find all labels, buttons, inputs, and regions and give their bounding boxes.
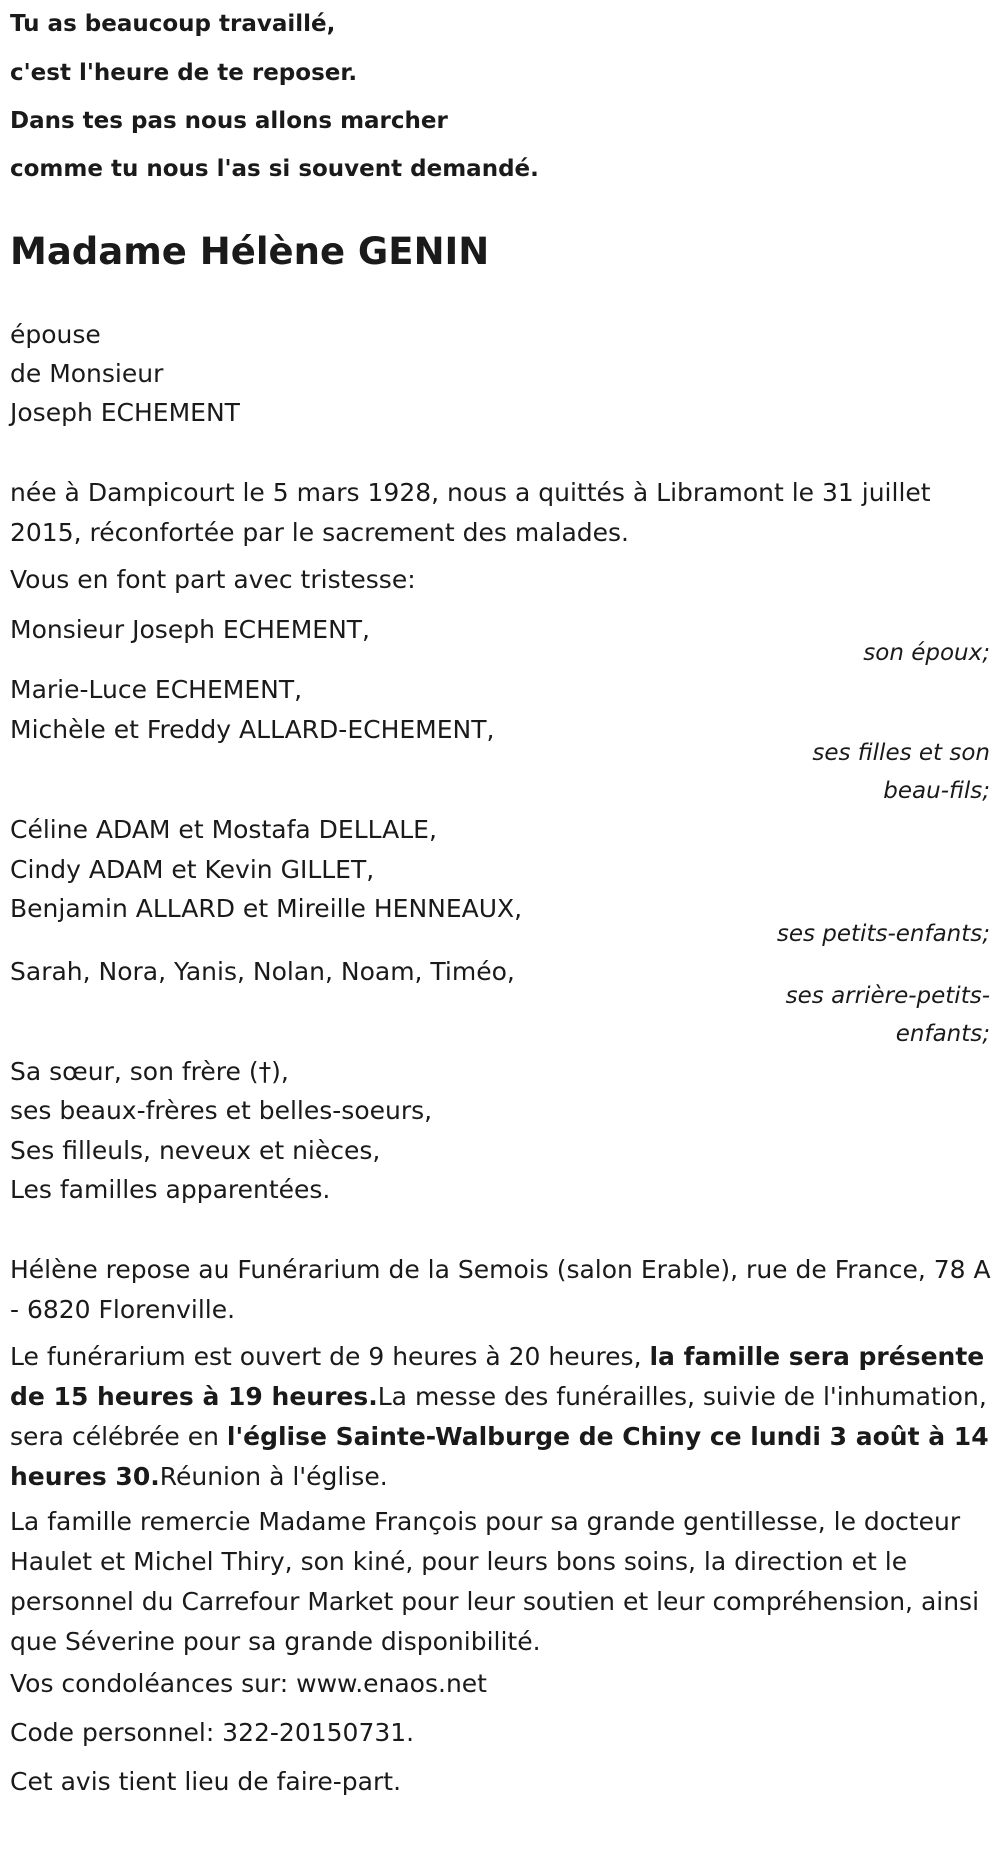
announce-text: Vous en font part avec tristesse:: [10, 565, 416, 594]
closing-text: Cet avis tient lieu de faire-part.: [10, 1767, 402, 1796]
relation-great-grandchildren: ses arrière-petits-: [785, 983, 990, 1009]
family-other: Les familles apparentées.: [10, 1175, 331, 1204]
condolences-text: Vos condoléances sur: www.enaos.net: [10, 1669, 487, 1698]
poem-line: Tu as beaucoup travaillé,: [10, 11, 336, 37]
birth-death-text: née à Dampicourt le 5 mars 1928, nous a quittés à Libramont le 31 juillet 2015, réconfortée par le sacrement des malades.: [10, 478, 931, 547]
family-other: Ses filleuls, neveux et nièces,: [10, 1136, 381, 1165]
poem-line: Dans tes pas nous allons marcher: [10, 108, 448, 134]
ceremony-part: La messe des funérailles, suivie de l'inhumation, sera célébrée en: [10, 1382, 987, 1451]
family-daughter: Michèle et Freddy ALLARD-ECHEMENT,: [10, 715, 495, 744]
family-husband: Monsieur Joseph ECHEMENT,: [10, 615, 370, 644]
relation-daughters: beau-fils;: [883, 778, 990, 804]
mass-location-time: l'église Sainte-Walburge de Chiny ce lundi 3 août à 14 heures 30.: [10, 1422, 989, 1491]
spouse-name: Joseph ECHEMENT: [10, 398, 240, 427]
personal-code: Code personnel: 322-20150731.: [10, 1718, 415, 1747]
family-other: ses beaux-frères et belles-soeurs,: [10, 1096, 433, 1125]
relation-grandchildren: ses petits-enfants;: [776, 921, 990, 947]
family-daughter: Marie-Luce ECHEMENT,: [10, 675, 303, 704]
spouse-line: épouse: [10, 320, 101, 349]
ceremony-part: Le funérarium est ouvert de 9 heures à 20 heures,: [10, 1342, 650, 1371]
relation-husband: son époux;: [863, 640, 990, 666]
thanks-text: La famille remercie Madame François pour sa grande gentillesse, le docteur Haulet et Michel Thiry, son kiné, pour leurs bons soins, la direction et le personnel du Carrefour Market pour leur soutien et leur compréhension, ainsi que Séverine pour sa grande disponibilité.: [10, 1507, 980, 1656]
funerarium-text: Hélène repose au Funérarium de la Semois (salon Erable), rue de France, 78 A - 6820 Florenville.: [10, 1255, 991, 1324]
relation-great-grandchildren: enfants;: [895, 1021, 990, 1047]
spouse-line: de Monsieur: [10, 359, 164, 388]
ceremony-part: Réunion à l'église.: [159, 1462, 388, 1491]
ceremony-text: [10, 1337, 995, 1497]
poem-line: c'est l'heure de te reposer.: [10, 60, 358, 86]
family-grandchild: Cindy ADAM et Kevin GILLET,: [10, 855, 375, 884]
family-presence-hours: la famille sera présente de 15 heures à 19 heures.: [10, 1342, 985, 1411]
relation-daughters: ses filles et son: [812, 740, 990, 766]
family-grandchild: Céline ADAM et Mostafa DELLALE,: [10, 815, 437, 844]
poem-line: comme tu nous l'as si souvent demandé.: [10, 156, 539, 182]
family-grandchild: Benjamin ALLARD et Mireille HENNEAUX,: [10, 894, 523, 923]
deceased-name: Madame Hélène GENIN: [10, 230, 490, 273]
family-other: Sa sœur, son frère (†),: [10, 1057, 289, 1086]
family-great-grandchildren: Sarah, Nora, Yanis, Nolan, Noam, Timéo,: [10, 957, 515, 986]
